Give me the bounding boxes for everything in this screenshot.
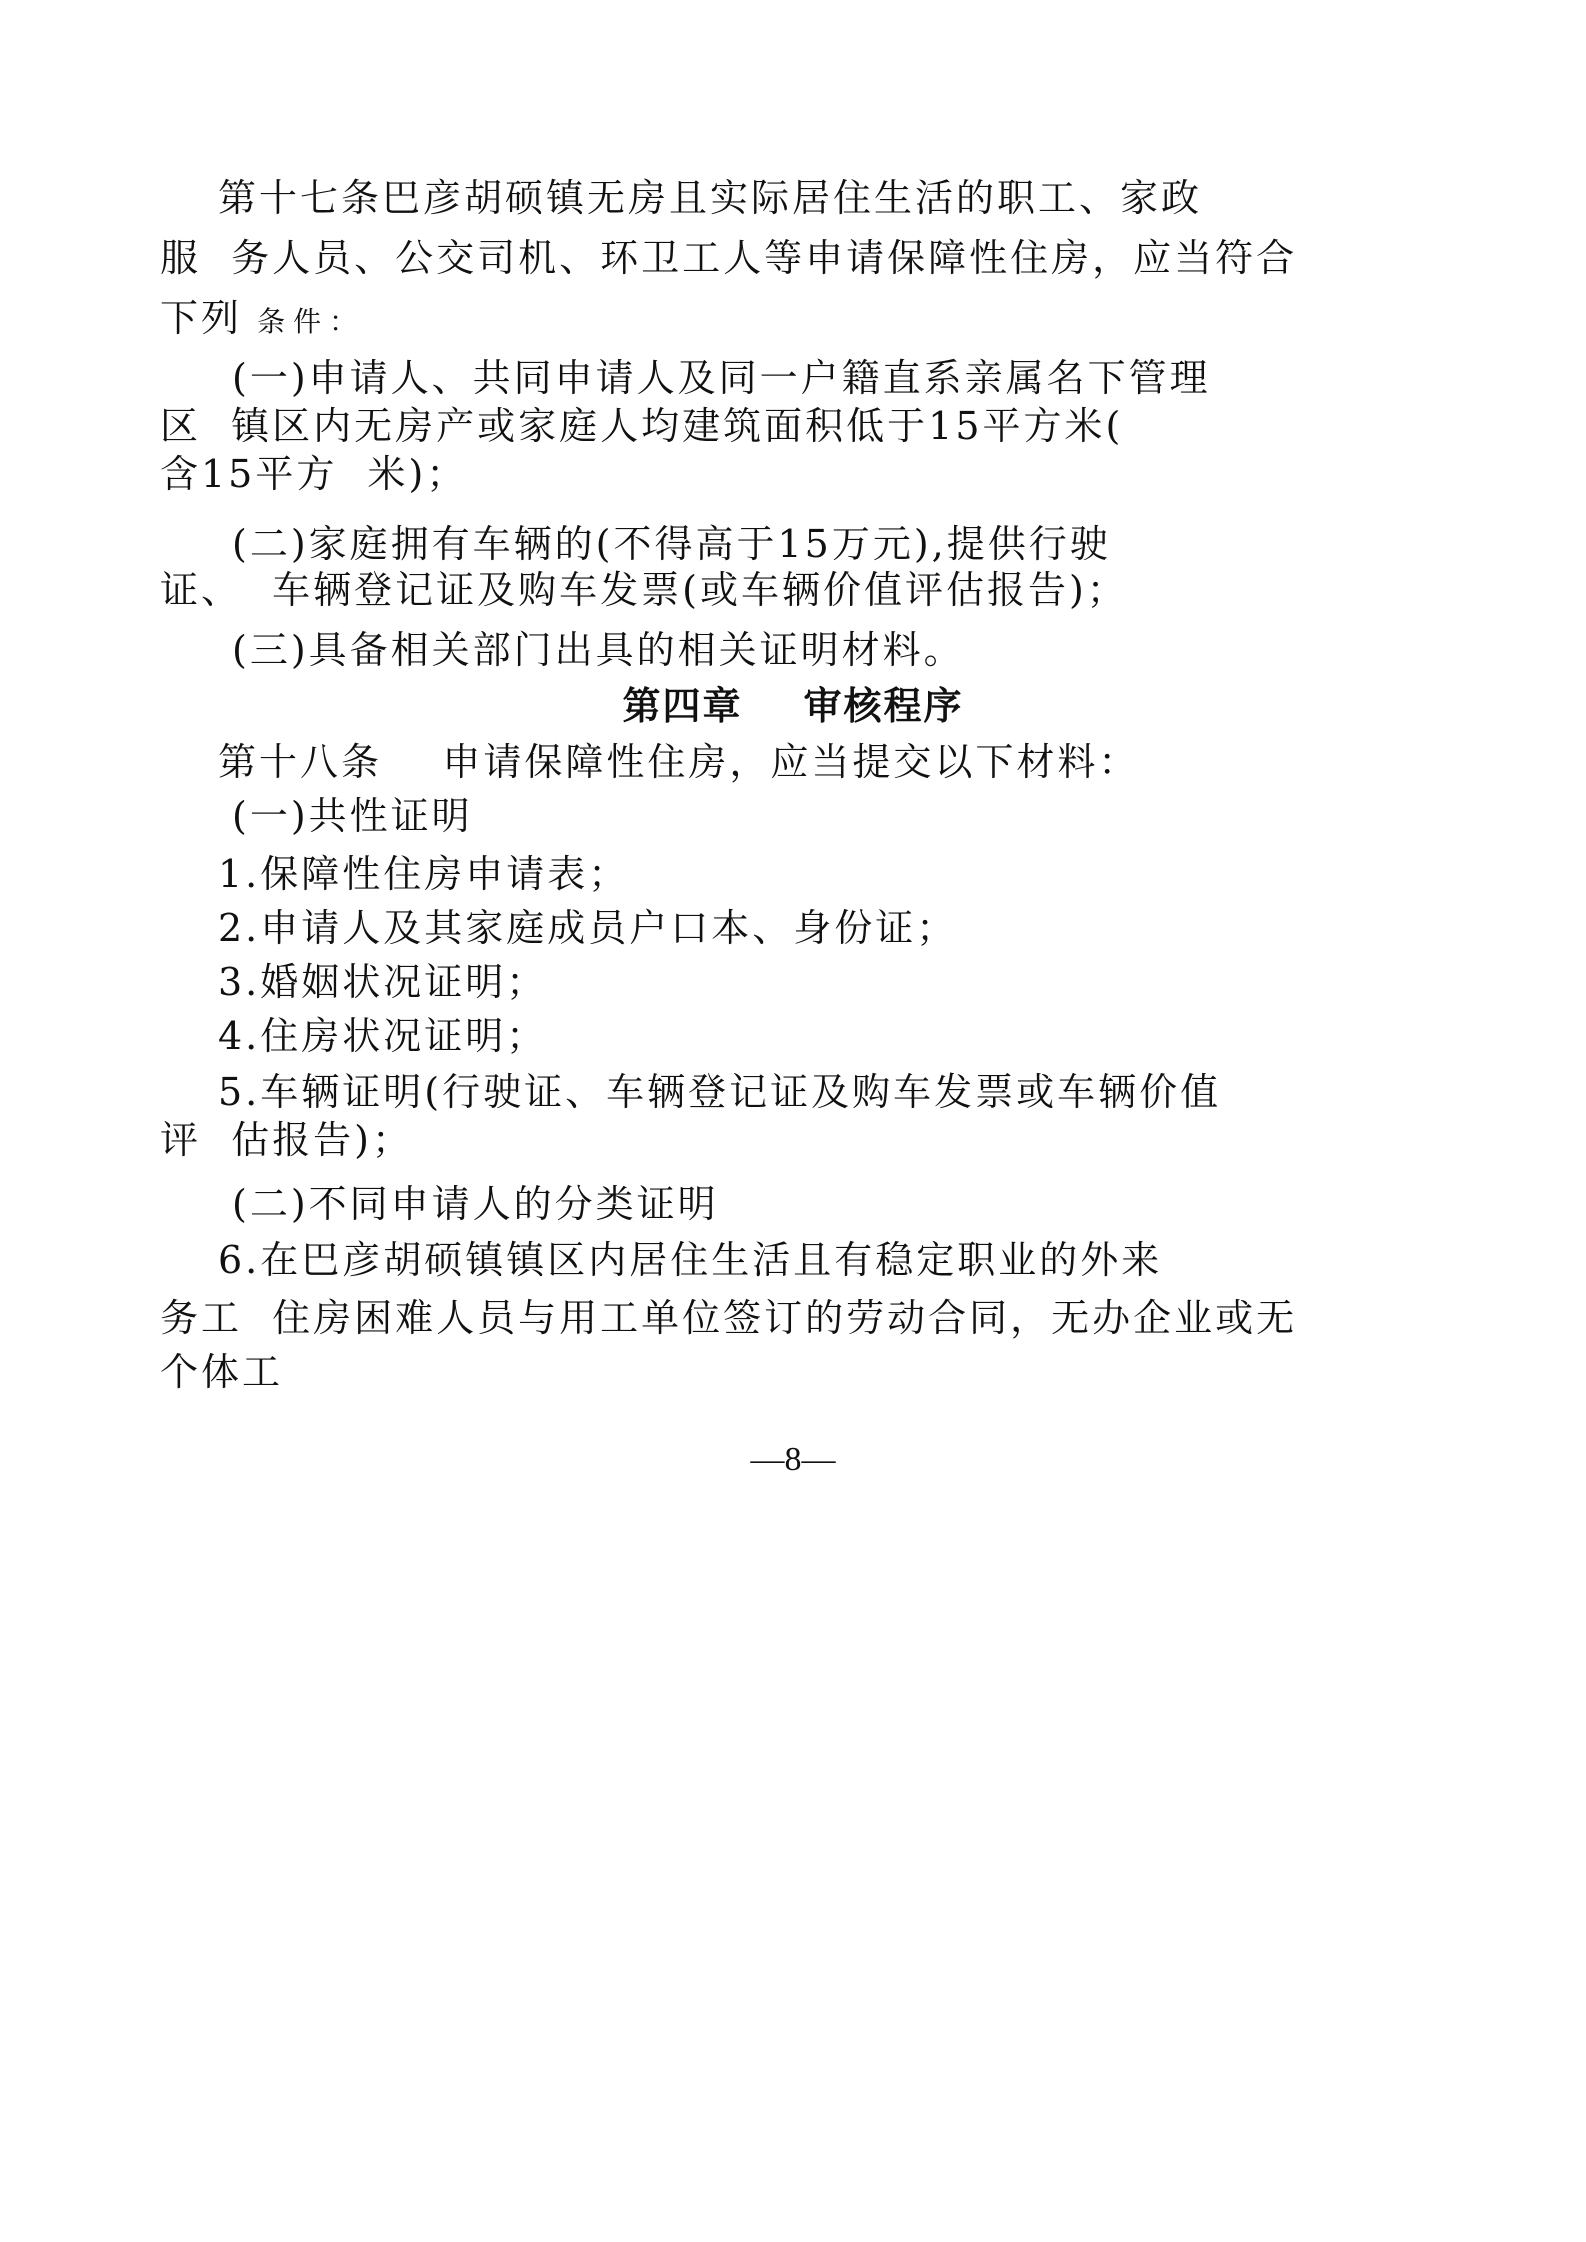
article-17-line-3 [160, 296, 365, 344]
item-2-line-1: (二)家庭拥有车辆的(不得高于15万元),提供行驶 [232, 522, 1111, 566]
list-item-2: 2.申请人及其家庭成员户口本、身份证； [218, 906, 958, 950]
item-5-line-2: 评 估报告)； [160, 1118, 413, 1162]
list-item-3: 3.婚姻状况证明； [218, 960, 548, 1004]
article-17-line-3-small: 条件： [257, 305, 366, 338]
item-2-line-2: 证、 车辆登记证及购车发票(或车辆价值评估报告)； [160, 568, 1128, 612]
item-1-line-2: 区 镇区内无房产或家庭人均建筑面积低于15平方米( [160, 404, 1124, 448]
item-6-line-3: 个体工 [160, 1350, 284, 1394]
chapter-heading: 第四章 审核程序 [622, 684, 964, 728]
item-3: (三)具备相关部门出具的相关证明材料。 [232, 628, 965, 672]
article-18: 第十八条 申请保障性住房，应当提交以下材料： [218, 740, 1140, 784]
article-17-line-1: 第十七条巴彦胡硕镇无房且实际居住生活的职工、家政 [218, 176, 1203, 220]
item-1-line-3: 含15平方 米)； [160, 452, 468, 496]
page-number: —8— [750, 1441, 836, 1478]
item-6-line-2: 务工 住房困难人员与用工单位签订的劳动合同，无办企业或无 [160, 1296, 1298, 1340]
item-5-line-1: 5.车辆证明(行驶证、车辆登记证及购车发票或车辆价值 [218, 1070, 1222, 1114]
list-item-1: 1.保障性住房申请表； [218, 852, 630, 896]
article-17-line-2: 服 务人员、公交司机、环卫工人等申请保障性住房，应当符合 [160, 236, 1298, 280]
item-6-line-1: 6.在巴彦胡硕镇镇区内居住生活且有稳定职业的外来 [218, 1238, 1163, 1282]
common-proof-heading: (一)共性证明 [232, 794, 473, 838]
item-1-line-1: (一)申请人、共同申请人及同一户籍直系亲属名下管理 [232, 356, 1211, 400]
category-proof-heading: (二)不同申请人的分类证明 [232, 1182, 719, 1226]
list-item-4: 4.住房状况证明； [218, 1014, 548, 1058]
article-17-line-3-main: 下列 [160, 296, 243, 340]
